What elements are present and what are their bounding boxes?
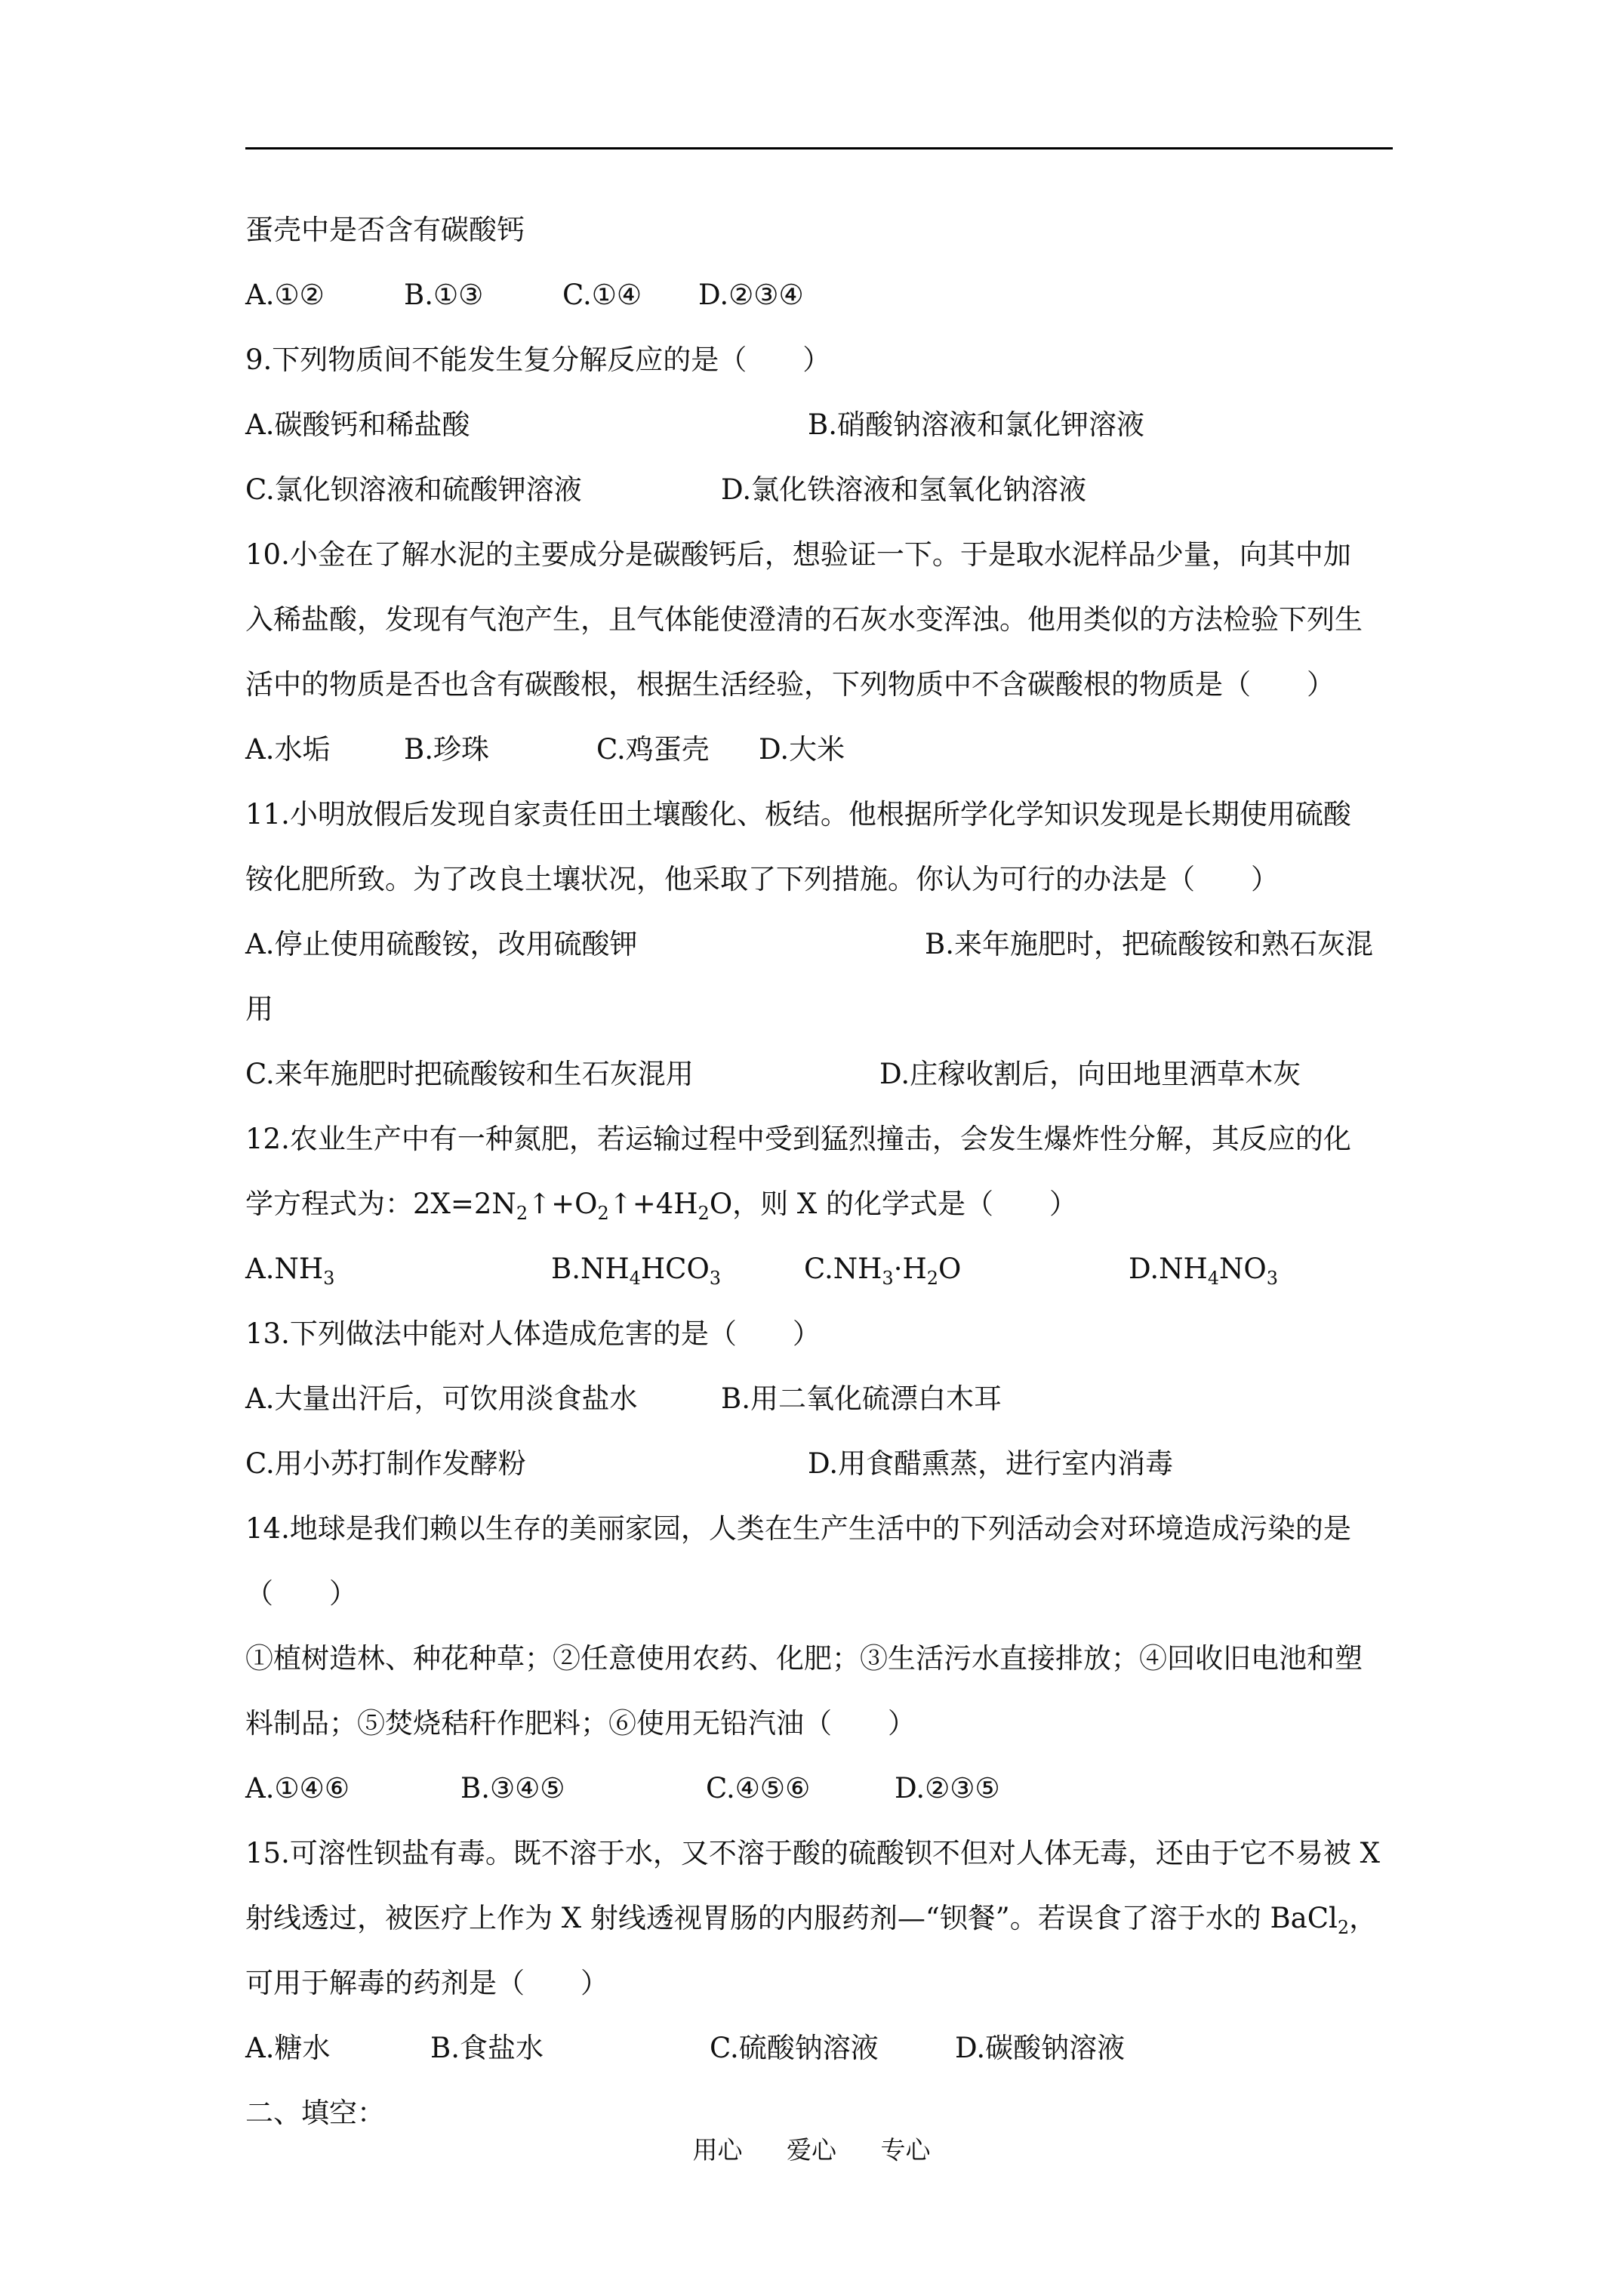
- question-14-items-line1: ①植树造林、种花种草；②任意使用农药、化肥；③生活污水直接排放；④回收旧电池和塑: [245, 1642, 1363, 1675]
- question-9-options-row1: [245, 393, 1393, 458]
- question-10-stem-line2: 入稀盐酸，发现有气泡产生，且气体能使澄清的石灰水变浑浊。他用类似的方法检验下列生: [245, 603, 1363, 636]
- q12-option-b: [551, 1237, 804, 1302]
- q11-option-a: A.停止使用硫酸铵，改用硫酸钾: [245, 928, 638, 960]
- question-15-stem-line1: 15.可溶性钡盐有毒。既不溶于水，又不溶于酸的硫酸钡不但对人体无毒，还由于它不易被 X: [245, 1837, 1380, 1869]
- q9-option-b: B.硝酸钠溶液和氯化钾溶液: [808, 408, 1144, 441]
- q12-option-b-subscript-1: 4: [629, 1268, 641, 1289]
- footer-word-3: 专心: [880, 2135, 931, 2165]
- q8-option-c: C.①④: [562, 279, 642, 311]
- page-footer: [0, 2131, 1623, 2166]
- q12-option-c: [804, 1237, 1129, 1302]
- question-15-stem-line3: 可用于解毒的药剂是（ ）: [245, 1967, 608, 1999]
- q12-option-a-text: A.NH: [245, 1253, 324, 1285]
- q13-option-b: B.用二氧化硫漂白木耳: [721, 1382, 1002, 1415]
- section-title: 二、填空：: [245, 2097, 385, 2129]
- q10-option-d: D.大米: [759, 733, 845, 766]
- q13-option-a: A.大量出汗后，可饮用淡食盐水: [245, 1382, 638, 1415]
- question-15-options: [245, 2016, 1393, 2081]
- q12-option-b-text: B.NH: [551, 1253, 630, 1285]
- header-rule: [245, 147, 1393, 149]
- q8-option-b: B.①③: [404, 279, 484, 311]
- q12-equation-end: O，则 X 的化学式是（ ）: [709, 1188, 1078, 1220]
- question-11-options-row2: [245, 1042, 1393, 1107]
- question-11-stem-line2: 铵化肥所致。为了改良土壤状况，他采取了下列措施。你认为可行的办法是（ ）: [245, 863, 1279, 895]
- footer-word-1: 用心: [692, 2135, 743, 2165]
- question-10-stem-line3: 活中的物质是否也含有碳酸根，根据生活经验，下列物质中不含碳酸根的物质是（ ）: [245, 668, 1335, 701]
- exam-content: [245, 198, 1393, 2146]
- q15-option-c: C.硫酸钠溶液: [710, 2032, 879, 2064]
- question-12-stem-line2: [245, 1172, 1393, 1237]
- q12-option-c-text: C.NH: [804, 1253, 882, 1285]
- q12-equation-start: 学方程式为：2X=2N: [245, 1188, 516, 1220]
- question-11-options-row1: [245, 912, 1393, 977]
- q12-option-c-mid: ·H: [893, 1253, 927, 1285]
- q12-option-c-tail: O: [938, 1253, 962, 1285]
- q12-option-c-subscript-1: 3: [882, 1268, 894, 1289]
- q12-option-d-subscript-2: 3: [1266, 1268, 1279, 1289]
- question-13-options-row2: [245, 1432, 1393, 1496]
- q12-option-c-subscript-2: 2: [926, 1268, 938, 1289]
- question-10-options: [245, 717, 1393, 782]
- question-13-options-row1: [245, 1367, 1393, 1432]
- question-14-stem-line2: （ ）: [245, 1577, 357, 1610]
- q14-option-d: D.②③⑤: [895, 1772, 1000, 1804]
- question-12-stem-line1: 12.农业生产中有一种氮肥，若运输过程中受到猛烈撞击，会发生爆炸性分解，其反应的化: [245, 1123, 1351, 1155]
- q15-option-b: B.食盐水: [430, 2032, 544, 2064]
- question-9-options-row2: [245, 458, 1393, 522]
- question-9-stem: 9.下列物质间不能发生复分解反应的是（ ）: [245, 344, 831, 376]
- question-8-stem-tail: 蛋壳中是否含有碳酸钙: [245, 214, 525, 246]
- q13-option-c: C.用小苏打制作发酵粉: [245, 1447, 526, 1480]
- q9-option-d: D.氯化铁溶液和氢氧化钠溶液: [721, 473, 1087, 506]
- q15-ba-subscript: 2: [1337, 1917, 1350, 1938]
- q12-h-subscript: 2: [698, 1203, 710, 1224]
- footer-word-2: 爱心: [787, 2135, 836, 2165]
- q12-option-a-subscript: 3: [323, 1268, 335, 1289]
- question-13-stem: 13.下列做法中能对人体造成危害的是（ ）: [245, 1318, 821, 1350]
- q12-o-subscript: 2: [597, 1203, 609, 1224]
- q12-equation-water: ↑+4H: [608, 1188, 698, 1220]
- q11-option-c: C.来年施肥时把硫酸铵和生石灰混用: [245, 1058, 694, 1090]
- question-14-options: [245, 1756, 1393, 1821]
- q14-option-c: C.④⑤⑥: [706, 1772, 811, 1804]
- question-14-items-line2: 料制品；⑤焚烧秸秆作肥料；⑥使用无铅汽油（ ）: [245, 1707, 916, 1740]
- question-8-options: [245, 263, 1393, 328]
- q9-option-c: C.氯化钡溶液和硫酸钾溶液: [245, 473, 582, 506]
- question-14-stem-line1: 14.地球是我们赖以生存的美丽家园，人类在生产生活中的下列活动会对环境造成污染的是: [245, 1512, 1351, 1545]
- q10-option-c: C.鸡蛋壳: [596, 733, 710, 766]
- q14-option-a: A.①④⑥: [245, 1772, 350, 1804]
- q12-option-d-text: D.NH: [1129, 1253, 1208, 1285]
- q13-option-d: D.用食醋熏蒸，进行室内消毒: [808, 1447, 1174, 1480]
- q15-option-a: A.糖水: [245, 2032, 331, 2064]
- q12-option-b-subscript-2: 3: [709, 1268, 722, 1289]
- q12-option-d-tail: NO: [1219, 1253, 1267, 1285]
- q12-equation-oxygen: ↑+O: [528, 1188, 598, 1220]
- q12-option-d: [1129, 1237, 1278, 1302]
- q10-option-b: B.珍珠: [404, 733, 489, 766]
- q9-option-a: A.碳酸钙和稀盐酸: [245, 408, 470, 441]
- q15-stem-line2-text: 射线透过，被医疗上作为 X 射线透视胃肠的内服药剂—“钡餐”。若误食了溶于水的 BaCl: [245, 1902, 1338, 1934]
- q11-option-b: B.来年施肥时，把硫酸铵和熟石灰混: [925, 928, 1373, 960]
- q8-option-d: D.②③④: [698, 279, 804, 311]
- q10-option-a: A.水垢: [245, 733, 331, 766]
- q11-option-b-continued: 用: [245, 993, 273, 1025]
- q14-option-b: B.③④⑤: [460, 1772, 565, 1804]
- q12-option-d-subscript-1: 4: [1207, 1268, 1220, 1289]
- q12-n-subscript: 2: [516, 1203, 528, 1224]
- q8-option-a: A.①②: [245, 279, 325, 311]
- q15-stem-line2-comma: ，: [1349, 1902, 1378, 1934]
- question-11-stem-line1: 11.小明放假后发现自家责任田土壤酸化、板结。他根据所学化学知识发现是长期使用硫酸: [245, 798, 1351, 831]
- question-15-stem-line2: [245, 1886, 1393, 1951]
- question-10-stem-line1: 10.小金在了解水泥的主要成分是碳酸钙后，想验证一下。于是取水泥样品少量，向其中加: [245, 538, 1351, 571]
- q12-option-a: [245, 1237, 551, 1302]
- question-12-options: [245, 1237, 1393, 1302]
- q15-option-d: D.碳酸钠溶液: [955, 2032, 1126, 2064]
- q12-option-b-tail: HCO: [640, 1253, 710, 1285]
- q11-option-d: D.庄稼收割后，向田地里洒草木灰: [879, 1058, 1301, 1090]
